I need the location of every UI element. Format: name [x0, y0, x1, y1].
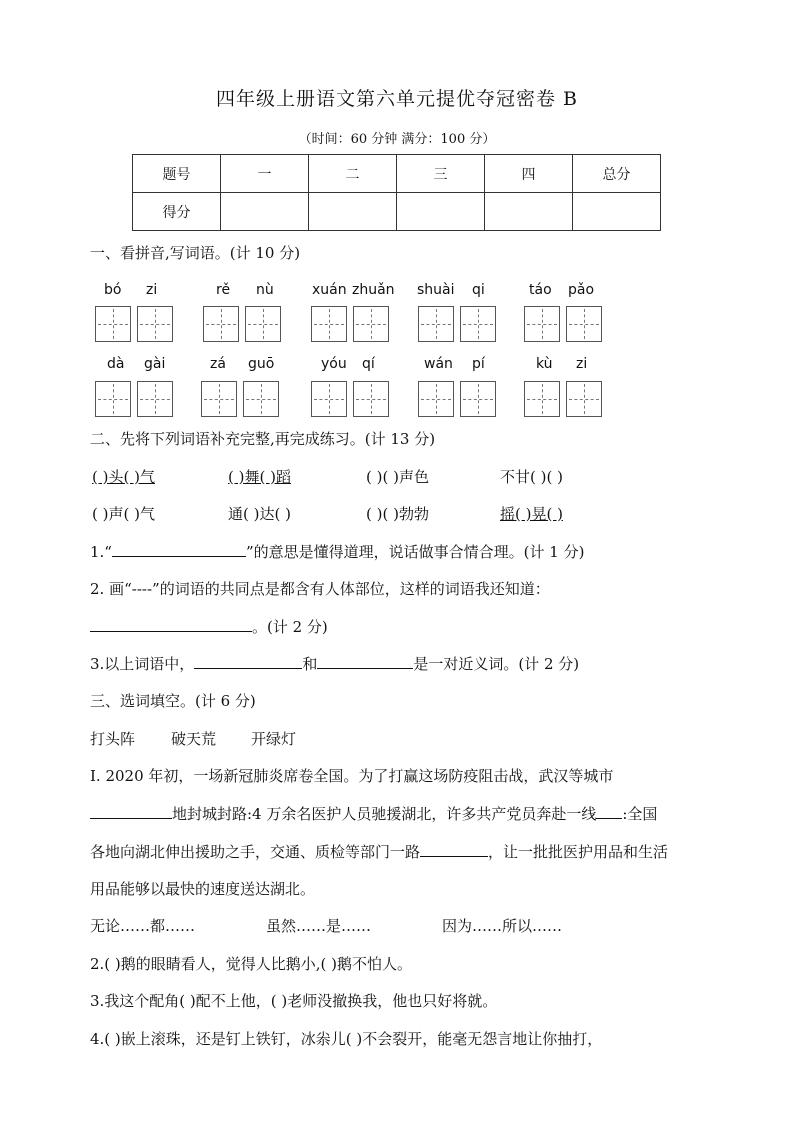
- idiom-item[interactable]: 摇( )晃( ): [500, 505, 563, 523]
- pinyin: shuài: [417, 282, 455, 298]
- pinyin: kù: [536, 356, 553, 372]
- q3-suffix: 是一对近义词。(计 2 分): [413, 655, 580, 673]
- q3-prefix: 3.以上词语中，: [90, 655, 195, 673]
- table-cell: 二: [309, 155, 397, 193]
- section3-heading: 三、选词填空。(计 6 分): [90, 692, 256, 710]
- idiom-item[interactable]: ( )声( )气: [92, 505, 155, 523]
- pinyin: pǎo: [568, 282, 595, 298]
- page-title: 四年级上册语文第六单元提优夺冠密卷 B: [215, 88, 578, 110]
- writing-box[interactable]: [311, 381, 347, 417]
- question-line: 3.我这个配角( )配不上他，( )老师没撤换我，他也只好将就。: [90, 992, 498, 1010]
- score-cell[interactable]: [221, 193, 309, 231]
- score-table: [132, 154, 661, 231]
- answer-blank[interactable]: [420, 842, 488, 857]
- passage-line: [90, 841, 668, 862]
- pinyin: zi: [146, 282, 158, 298]
- question-line: 2.( )鹅的眼睛看人，觉得人比鹅小,( )鹅不怕人。: [90, 955, 413, 973]
- answer-blank[interactable]: [112, 542, 246, 557]
- answer-blank[interactable]: [596, 804, 622, 819]
- question-2: 2. 画“----”的词语的共同点是都含有人体部位，这样的词语我还知道：: [90, 580, 550, 598]
- writing-box[interactable]: [95, 381, 131, 417]
- table-cell: 得分: [133, 193, 221, 231]
- q1-prefix: 1.“: [90, 543, 112, 561]
- exam-info: （时间：60 分钟 满分：100 分）: [298, 132, 496, 147]
- writing-box[interactable]: [245, 306, 281, 342]
- pinyin: zhuǎn: [352, 282, 395, 298]
- question-2-answer: [90, 616, 328, 637]
- writing-box[interactable]: [353, 381, 389, 417]
- section1-heading: 一、看拼音,写词语。(计 10 分): [90, 244, 301, 262]
- answer-blank[interactable]: [90, 804, 172, 819]
- pinyin: dà: [107, 356, 125, 372]
- writing-box[interactable]: [311, 306, 347, 342]
- pinyin: zi: [576, 356, 588, 372]
- answer-blank[interactable]: [90, 617, 252, 632]
- writing-box[interactable]: [460, 381, 496, 417]
- writing-box[interactable]: [243, 381, 279, 417]
- writing-box[interactable]: [418, 381, 454, 417]
- section2-heading: 二、先将下列词语补充完整,再完成练习。(计 13 分): [90, 430, 436, 448]
- writing-box[interactable]: [524, 306, 560, 342]
- passage-text: ，让一批批医护用品和生活: [488, 843, 669, 861]
- pinyin: qi: [472, 282, 485, 298]
- idiom-item[interactable]: ( )( )声色: [366, 468, 429, 486]
- score-cell[interactable]: [573, 193, 661, 231]
- idiom-item[interactable]: 不甘( )( ): [500, 468, 563, 486]
- writing-box[interactable]: [95, 306, 131, 342]
- idiom-item[interactable]: 通( )达( ): [228, 505, 291, 523]
- pinyin: yóu: [321, 356, 347, 372]
- conjunction-option: 无论……都……: [90, 917, 196, 935]
- pinyin: wán: [424, 356, 453, 372]
- writing-box[interactable]: [201, 381, 237, 417]
- pinyin: pí: [472, 356, 485, 372]
- passage-line: [90, 803, 657, 824]
- answer-blank[interactable]: [317, 654, 413, 669]
- passage-text: :全国: [622, 805, 658, 823]
- pinyin: guō: [248, 356, 275, 372]
- q3-mid: 和: [302, 655, 318, 673]
- pinyin: zá: [210, 356, 226, 372]
- pinyin: xuán: [312, 282, 347, 298]
- table-cell: 总分: [573, 155, 661, 193]
- question-3: [90, 653, 579, 674]
- idiom-item[interactable]: ( )舞( )蹈: [228, 468, 291, 486]
- score-cell[interactable]: [309, 193, 397, 231]
- table-cell: 题号: [133, 155, 221, 193]
- writing-box[interactable]: [460, 306, 496, 342]
- word-option: 开绿灯: [251, 730, 297, 748]
- table-row: [133, 193, 661, 231]
- passage-line: I. 2020 年初，一场新冠肺炎席卷全国。为了打赢这场防疫阻击战，武汉等城市: [90, 767, 614, 785]
- table-row: [133, 155, 661, 193]
- conjunction-option: 因为……所以……: [442, 917, 563, 935]
- pinyin: gài: [144, 356, 166, 372]
- writing-box[interactable]: [203, 306, 239, 342]
- writing-box[interactable]: [566, 306, 602, 342]
- passage-text: 各地向湖北伸出援助之手，交通、质检等部门一路: [90, 843, 421, 861]
- table-cell: 一: [221, 155, 309, 193]
- score-cell[interactable]: [397, 193, 485, 231]
- writing-box[interactable]: [524, 381, 560, 417]
- idiom-item[interactable]: ( )( )勃勃: [366, 505, 429, 523]
- word-option: 破天荒: [171, 730, 217, 748]
- table-cell: 四: [485, 155, 573, 193]
- q1-suffix: ”的意思是懂得道理，说话做事合情合理。(计 1 分): [245, 543, 585, 561]
- pinyin: táo: [529, 282, 552, 298]
- answer-blank[interactable]: [194, 654, 302, 669]
- writing-box[interactable]: [137, 306, 173, 342]
- passage-text: 地封城封路:4 万余名医护人员驰援湖北，许多共产党员奔赴一线: [172, 805, 597, 823]
- pinyin: bó: [104, 282, 122, 298]
- conjunction-option: 虽然……是……: [266, 917, 372, 935]
- q2-tail: 。(计 2 分): [252, 618, 328, 636]
- pinyin: qí: [362, 356, 375, 372]
- passage-line: 用品能够以最快的速度送达湖北。: [90, 880, 316, 898]
- score-cell[interactable]: [485, 193, 573, 231]
- writing-box[interactable]: [353, 306, 389, 342]
- question-1: [90, 541, 584, 562]
- writing-box[interactable]: [566, 381, 602, 417]
- question-line: 4.( )嵌上滚珠，还是钉上铁钉，冰尜儿( )不会裂开，能毫无怨言地让你抽打，: [90, 1030, 603, 1048]
- table-cell: 三: [397, 155, 485, 193]
- pinyin: nù: [256, 282, 274, 298]
- idiom-item[interactable]: ( )头( )气: [92, 468, 155, 486]
- writing-box[interactable]: [137, 381, 173, 417]
- pinyin: rě: [216, 282, 231, 298]
- word-option: 打头阵: [90, 730, 136, 748]
- writing-box[interactable]: [418, 306, 454, 342]
